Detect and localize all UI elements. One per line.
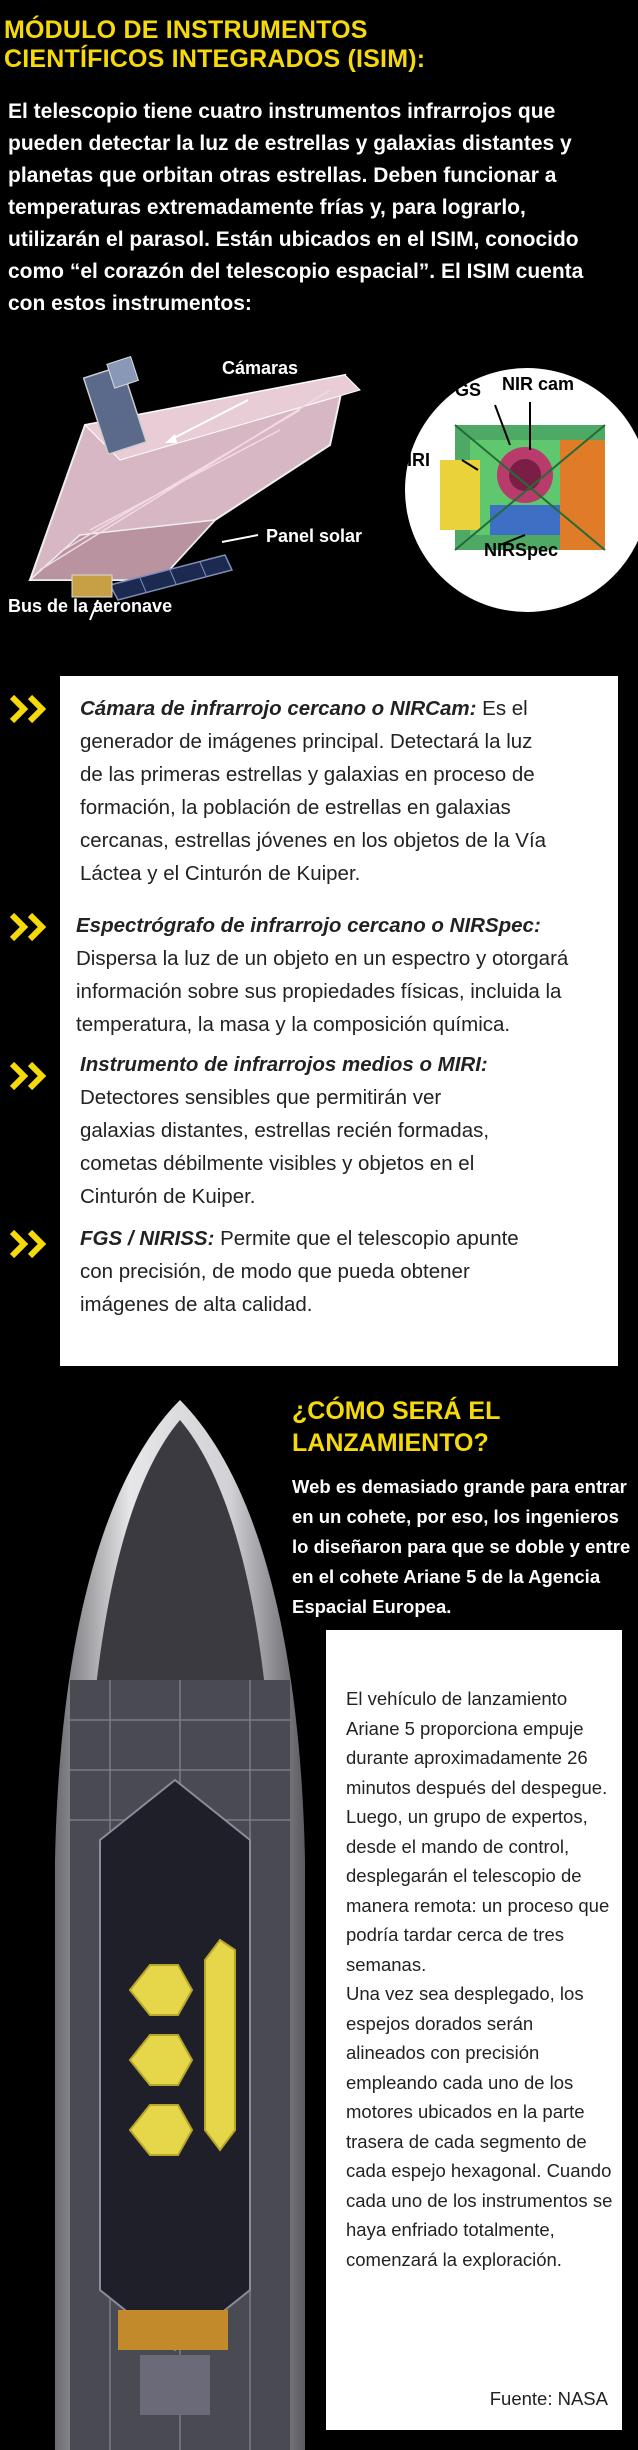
label-bus: Bus de la aeronave xyxy=(8,596,173,616)
launch-paragraph: El vehículo de lanzamiento Ariane 5 proporciona empuje durante aproximadamente 26 minutos después del despegue. xyxy=(346,1688,608,1798)
section-title-isim xyxy=(4,16,604,74)
label-panel-solar: Panel solar xyxy=(266,526,363,546)
instrument-line: formación, la población de estrellas en galaxias xyxy=(80,796,511,819)
instrument-miri xyxy=(80,1048,489,1213)
label-miri: MIRI xyxy=(392,450,430,470)
instrument-name: FGS / NIRISS: xyxy=(80,1227,215,1250)
label-nirspec: NIRSpec xyxy=(484,540,559,560)
instrument-name: Cámara de infrarrojo cercano o NIRCam: xyxy=(80,697,477,720)
chevron-double-right-icon xyxy=(8,911,52,943)
instrument-line: con precisión, de modo que pueda obtener xyxy=(80,1260,470,1283)
instrument-nirspec xyxy=(76,909,568,1041)
launch-section-title xyxy=(292,1395,612,1459)
launch-paragraph: Una vez sea desplegado, los espejos dorados serán alineados con precisión empleando cada uno de los motores ubicados en la parte trasera de cada segmento de cada espejo hexagonal. Cuando cada uno de los instrumentos se haya enfriado totalmente, comenzará la exploración. xyxy=(346,1983,613,2270)
telescope-diagram xyxy=(0,330,638,650)
title-line-1: MÓDULO DE INSTRUMENTOS xyxy=(4,16,368,44)
instrument-line: Cinturón de Kuiper. xyxy=(80,1185,256,1208)
launch-title-line-2: LANZAMIENTO? xyxy=(292,1429,489,1457)
instrument-line: cercanas, estrellas jóvenes en los objetos de la Vía xyxy=(80,829,547,852)
launch-intro-paragraph: Web es demasiado grande para entrar en un cohete, por eso, los ingenieros lo diseñaron para que se doble y entre en el cohete Ariane 5 de la Agencia Espacial Europea. xyxy=(292,1476,631,1617)
instrument-line: Láctea y el Cinturón de Kuiper. xyxy=(80,862,361,885)
instrument-line: de las primeras estrellas y galaxias en proceso de xyxy=(80,763,535,786)
launch-text xyxy=(346,1684,616,2274)
label-fgs: FGS xyxy=(444,380,482,400)
instrument-line: cometas débilmente visibles y objetos en el xyxy=(80,1152,475,1175)
launch-paragraph: Luego, un grupo de expertos, desde el mando de control, desplegarán el telescopio de manera remota: un proceso que podría tardar cerca de tres semanas. xyxy=(346,1806,610,1975)
instrument-name: Espectrógrafo de infrarrojo cercano o NIRSpec: xyxy=(76,914,541,937)
chevron-double-right-icon xyxy=(8,1060,52,1092)
chevron-double-right-icon xyxy=(8,1228,52,1260)
instrument-line: galaxias distantes, estrellas recién formadas, xyxy=(80,1119,490,1142)
isim-module-drawing xyxy=(440,425,605,550)
label-nircam: NIR cam xyxy=(502,374,575,394)
title-line-2: CIENTÍFICOS INTEGRADOS (ISIM): xyxy=(4,45,426,73)
instrument-line: imágenes de alta calidad. xyxy=(80,1293,313,1316)
label-camaras: Cámaras xyxy=(222,358,299,378)
instrument-text: Es el xyxy=(482,697,528,720)
launch-title-line-1: ¿CÓMO SERÁ EL xyxy=(292,1397,501,1425)
instrument-name: Instrumento de infrarrojos medios o MIRI: xyxy=(80,1053,488,1076)
instruments-box xyxy=(60,676,618,1366)
instrument-line: Dispersa la luz de un objeto en un espectro y otorgará xyxy=(76,947,569,970)
instrument-line: Detectores sensibles que permitirán ver xyxy=(80,1086,442,1109)
instrument-line: información sobre sus propiedades físicas, incluida la xyxy=(76,980,562,1003)
chevron-double-right-icon xyxy=(8,693,52,725)
instrument-line: generador de imágenes principal. Detectará la luz xyxy=(80,730,533,753)
instrument-line: temperatura, la masa y la composición química. xyxy=(76,1013,511,1036)
source-credit: Fuente: NASA xyxy=(489,2388,608,2409)
instrument-nircam xyxy=(80,692,546,890)
instrument-text: Permite que el telescopio apunte xyxy=(220,1227,519,1250)
launch-info-box xyxy=(326,1630,622,2430)
instrument-fgs-niriss xyxy=(80,1222,519,1321)
intro-paragraph: El telescopio tiene cuatro instrumentos infrarrojos que pueden detectar la luz de estrellas y galaxias distantes y planetas que orbitan otras estrellas. Deben funcionar a temperaturas extremadamente frías y, para lograrlo, utilizarán el parasol. Están ubicados en el ISIM, conocido como “el corazón del telescopio espacial”. El ISIM cuenta con estos instrumentos: xyxy=(8,100,584,315)
